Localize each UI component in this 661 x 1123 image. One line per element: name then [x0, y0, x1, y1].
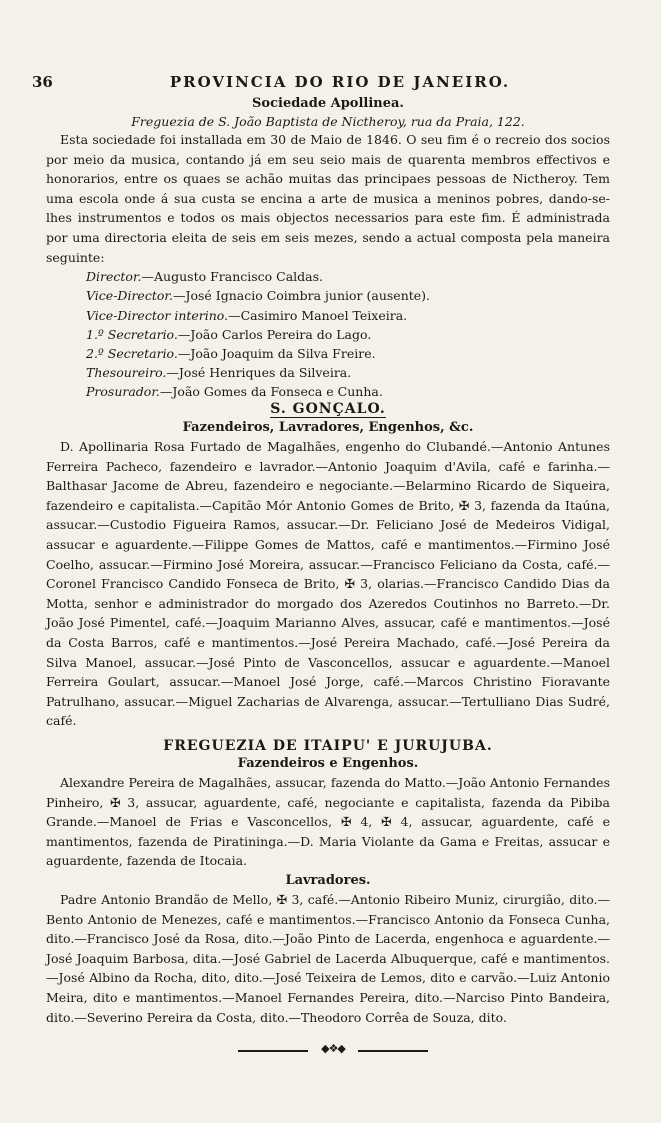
sociedade-title: Sociedade Apollinea. [252, 96, 404, 111]
officer-role: Vice-Director interino. [86, 307, 229, 323]
ornament-flourish-icon: ◆❖◆ [321, 1042, 345, 1055]
officer-entry [86, 286, 610, 305]
officer-list [46, 267, 610, 401]
officer-entry [86, 267, 610, 286]
officer-name: —José Ignacio Coimbra junior (ausente). [172, 288, 431, 304]
officer-entry [86, 306, 610, 325]
s-goncalo-subtitle: Fazendeiros, Lavradores, Engenhos, &c. [182, 420, 474, 435]
itaipu-fazendeiros-paragraph: Alexandre Pereira de Magalhães, assucar, fazenda do Matto.—João Antonio Fernandes Pinheiro, ✠ 3, assucar, aguardente, café, negociante e capitalista, fazenda da Pibiba Grande.—Manoel de Frias e Vasconcellos, ✠ 4, ✠ 4, assucar, aguardente, café e mantimentos, fazenda de Piratininga.—D. Maria Violante da Gama e Freitas, assucar e aguardente, fazenda de Itocaia. [46, 775, 610, 869]
ornament-rule-right [358, 1050, 428, 1052]
s-goncalo-title-text: S. GONÇALO. [270, 401, 386, 417]
officer-name: —João Joaquim da Silva Freire. [177, 345, 376, 361]
ornament-rule-left [238, 1050, 308, 1052]
officer-entry [86, 344, 610, 363]
officer-name: —José Henriques da Silveira. [166, 365, 352, 381]
running-head [32, 73, 636, 95]
sociedade-subtitle: Freguezia de S. João Baptista de Nictheroy, rua da Praia, 122. [131, 114, 525, 129]
page-number: 36 [32, 73, 53, 91]
itaipu-lavradores-subtitle: Lavradores. [285, 872, 371, 888]
officer-role: Thesoureiro. [86, 365, 167, 381]
section-sociedade [46, 96, 610, 402]
s-goncalo-paragraph: D. Apollinaria Rosa Furtado de Magalhães, engenho do Clubandé.—Antonio Antunes Ferreira Pacheco, fazendeiro e lavrador.—Antonio Joaquim d'Avila, café e farinha.—Balthasar Jacome de Abreu, fazendeiro e negociante.—Belarmino Ricardo de Siqueira, fazendeiro e capitalista.—Capitão Mór Antonio Gomes de Brito, ✠ 3, fazenda da Itaúna, assucar.—Custodio Figueira Ramos, assucar.—Dr. Feliciano José de Medeiros Vidigal, assucar e aguardente.—Filippe Gomes de Mattos, café e mantimentos.—Firmino José Coelho, assucar.—Firmino José Moreira, assucar.—Francisco Feliciano da Costa, café.—Coronel Francisco Candido Fonseca de Brito, ✠ 3, olarias.—Francisco Candido Dias da Motta, senhor e administrador do morgado dos Azeredos Coutinhos no Barreto.—Dr. João José Pimentel, café.—Joaquim Marianno Alves, assucar, café e mantimentos.—José da Costa Barros, café e mantimentos.—José Pereira Machado, café.—José Pereira da Silva Manoel, assucar.—José Pinto de Vasconcellos, assucar e aguardente.—Manoel Ferreira Goulart, assucar.—Manoel José Jorge, café.—Marcos Christino Fioravante Patrulhano, assucar.—Miguel Zacharias de Alvarenga, assucar.—Tertulliano Dias Sudré, café. [46, 439, 610, 729]
officer-name: —João Gomes da Fonseca e Cunha. [159, 384, 383, 400]
officer-name: —Casimiro Manoel Teixeira. [228, 307, 408, 323]
section-s-goncalo [46, 401, 610, 731]
officer-name: —Augusto Francisco Caldas. [141, 269, 324, 285]
officer-entry [86, 363, 610, 382]
officer-entry [86, 382, 610, 401]
end-ornament [238, 1042, 428, 1056]
officer-name: —João Carlos Pereira do Lago. [177, 326, 372, 342]
itaipu-fazendeiros-subtitle: Fazendeiros e Engenhos. [237, 756, 419, 771]
itaipu-title: FREGUEZIA DE ITAIPU' E JURUJUBA. [163, 738, 493, 754]
officer-role: Vice-Director. [86, 288, 173, 304]
running-head-title: PROVINCIA DO RIO DE JANEIRO. [169, 73, 511, 91]
officer-role: Prosurador. [86, 384, 160, 400]
officer-role: 1.º Secretario. [86, 326, 178, 342]
officer-role: 2.º Secretario. [86, 345, 178, 361]
section-itaipu [46, 738, 610, 1027]
itaipu-lavradores-paragraph: Padre Antonio Brandão de Mello, ✠ 3, café.—Antonio Ribeiro Muniz, cirurgião, dito.—Bento Antonio de Menezes, café e mantimentos.—Francisco Antonio da Fonseca Cunha, dito.—Francisco José da Rosa, dito.—João Pinto de Lacerda, engenhoca e aguardente.—José Joaquim Barbosa, dita.—José Gabriel de Lacerda Albuquerque, café e mantimentos.—José Albino da Rocha, dito, dito.—José Teixeira de Lemos, dito e carvão.—Luiz Antonio Meira, dito e mantimentos.—Manoel Fernandes Pereira, dito.—Narciso Pinto Bandeira, dito.—Severino Pereira da Costa, dito.—Theodoro Corrêa de Souza, dito. [46, 891, 610, 1025]
officer-role: Director. [86, 269, 142, 285]
officer-entry [86, 325, 610, 344]
sociedade-paragraph: Esta sociedade foi installada em 30 de Maio de 1846. O seu fim é o recreio dos socios por meio da musica, contando já em seu seio mais de quarenta membros effectivos e honorarios, entre os quaes se achão muitas das principaes pessoas de Nictheroy. Tem uma escola onde á sua custa se encina a arte de musica a meninos pobres, dando-se-lhes instrumentos e todos os mais objectos necessarios para este fim. É administrada por uma directoria eleita de seis em seis mezes, sendo a actual composta pela maneira seguinte: [46, 132, 610, 265]
s-goncalo-title [46, 401, 610, 417]
